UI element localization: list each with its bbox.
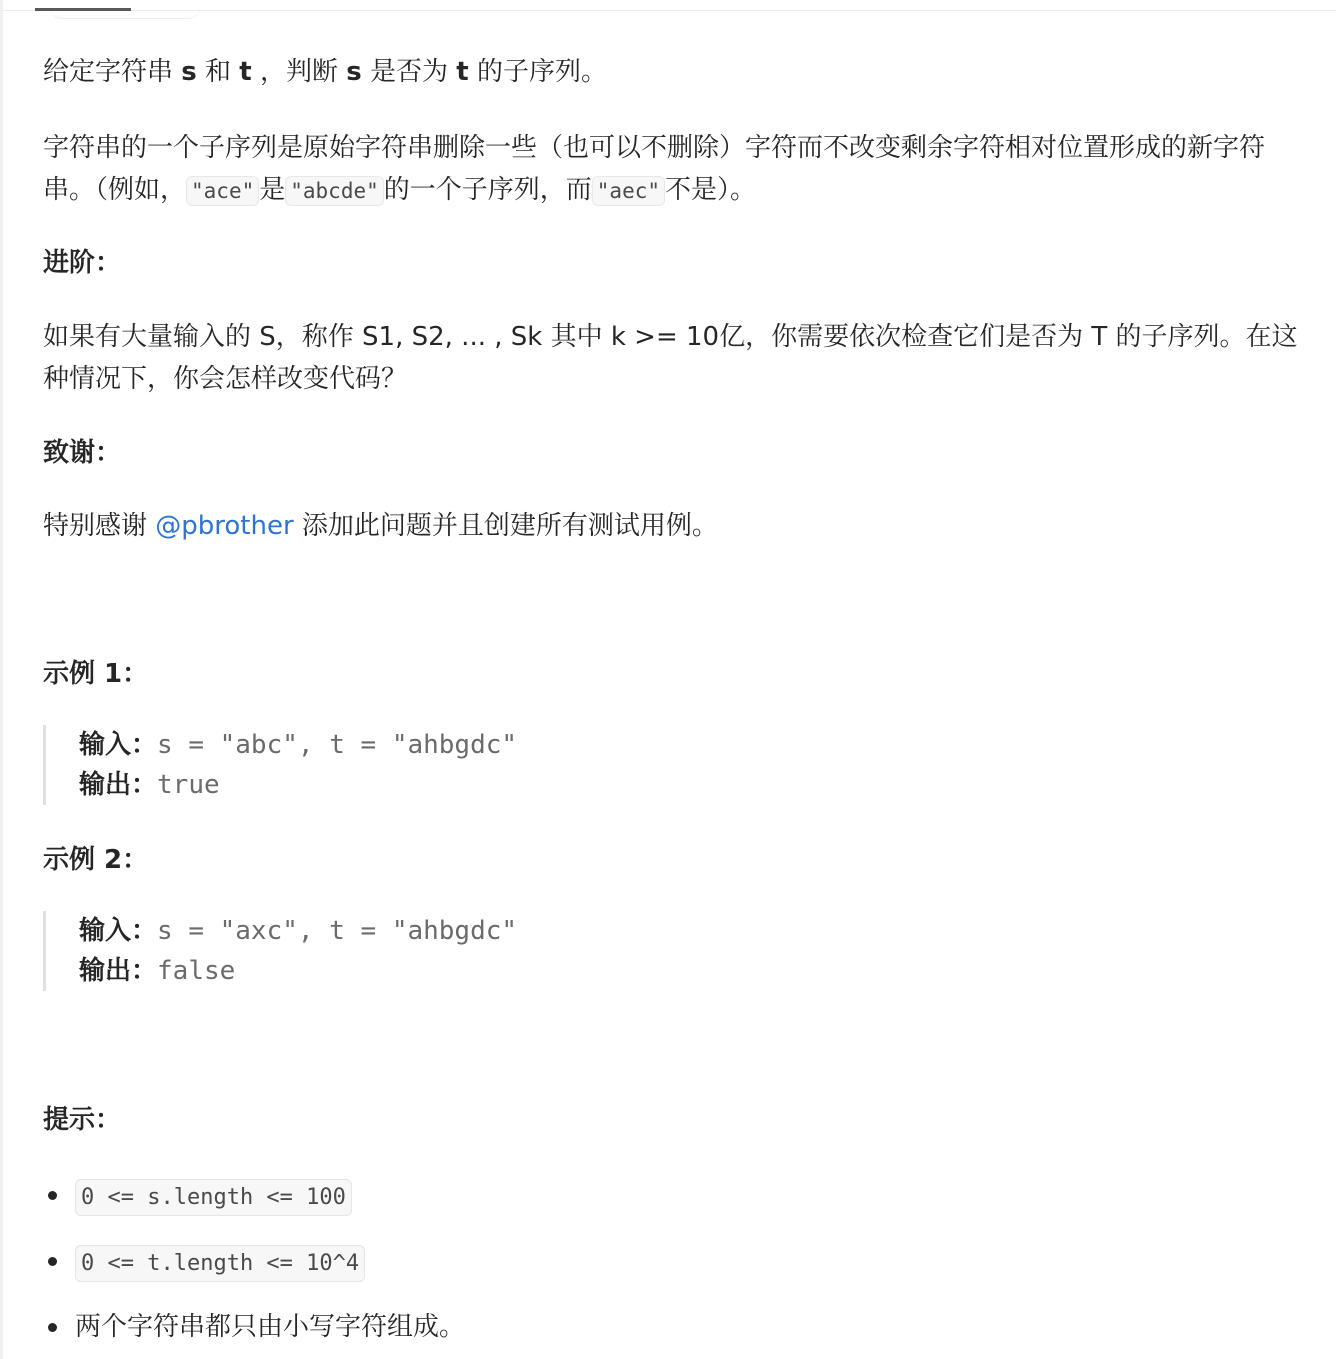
example-1-title: 示例 1： — [43, 659, 149, 689]
inline-code: "ace" — [186, 176, 259, 206]
top-divider — [3, 10, 1336, 11]
thanks-heading: 致谢： — [43, 438, 122, 468]
inline-code: "aec" — [592, 176, 665, 206]
var-t: t — [239, 57, 252, 87]
subsequence-definition: 字符串的一个子序列是原始字符串删除一些（也可以不删除）字符而不改变剩余字符相对位置形成的新字符串。（例如， "ace" 是 "abcde" 的一个子序列，而 "aec" 不是）。 — [43, 133, 1266, 205]
example-2-block — [43, 911, 779, 991]
example-output: 输出：false — [79, 956, 236, 986]
problem-intro: 给定字符串 s 和 t ，判断 s 是否为 t 的子序列。 — [43, 57, 607, 87]
var-s: s — [181, 57, 197, 87]
advanced-text: 如果有大量输入的 S，称作 S1, S2, ... , Sk 其中 k >= 10亿，你需要依次检查它们是否为 T 的子序列。在这种情况下，你会怎样改变代码？ — [43, 322, 1298, 394]
example-output: 输出：true — [79, 770, 220, 800]
example-input: 输入：s = "abc", t = "ahbgdc" — [79, 730, 518, 760]
bullet-icon — [48, 1257, 57, 1266]
constraint-code: 0 <= s.length <= 100 — [75, 1179, 352, 1216]
active-tab-indicator[interactable] — [35, 8, 131, 11]
var-t: t — [456, 57, 469, 87]
hints-heading: 提示： — [43, 1105, 122, 1135]
bullet-icon — [48, 1191, 57, 1200]
bullet-icon — [48, 1323, 57, 1332]
left-rail — [0, 0, 3, 1359]
contributor-link[interactable]: @pbrother — [155, 511, 294, 541]
inline-code: "abcde" — [285, 176, 384, 206]
var-s: s — [346, 57, 362, 87]
thanks-text: 特别感谢 @pbrother 添加此问题并且创建所有测试用例。 — [43, 511, 718, 541]
constraint-text: 两个字符串都只由小写字符组成。 — [75, 1312, 466, 1342]
example-2-title: 示例 2： — [43, 845, 149, 875]
advanced-heading: 进阶： — [43, 248, 122, 278]
example-1-block — [43, 725, 779, 805]
example-input: 输入：s = "axc", t = "ahbgdc" — [79, 916, 518, 946]
constraint-code: 0 <= t.length <= 10^4 — [75, 1245, 365, 1282]
